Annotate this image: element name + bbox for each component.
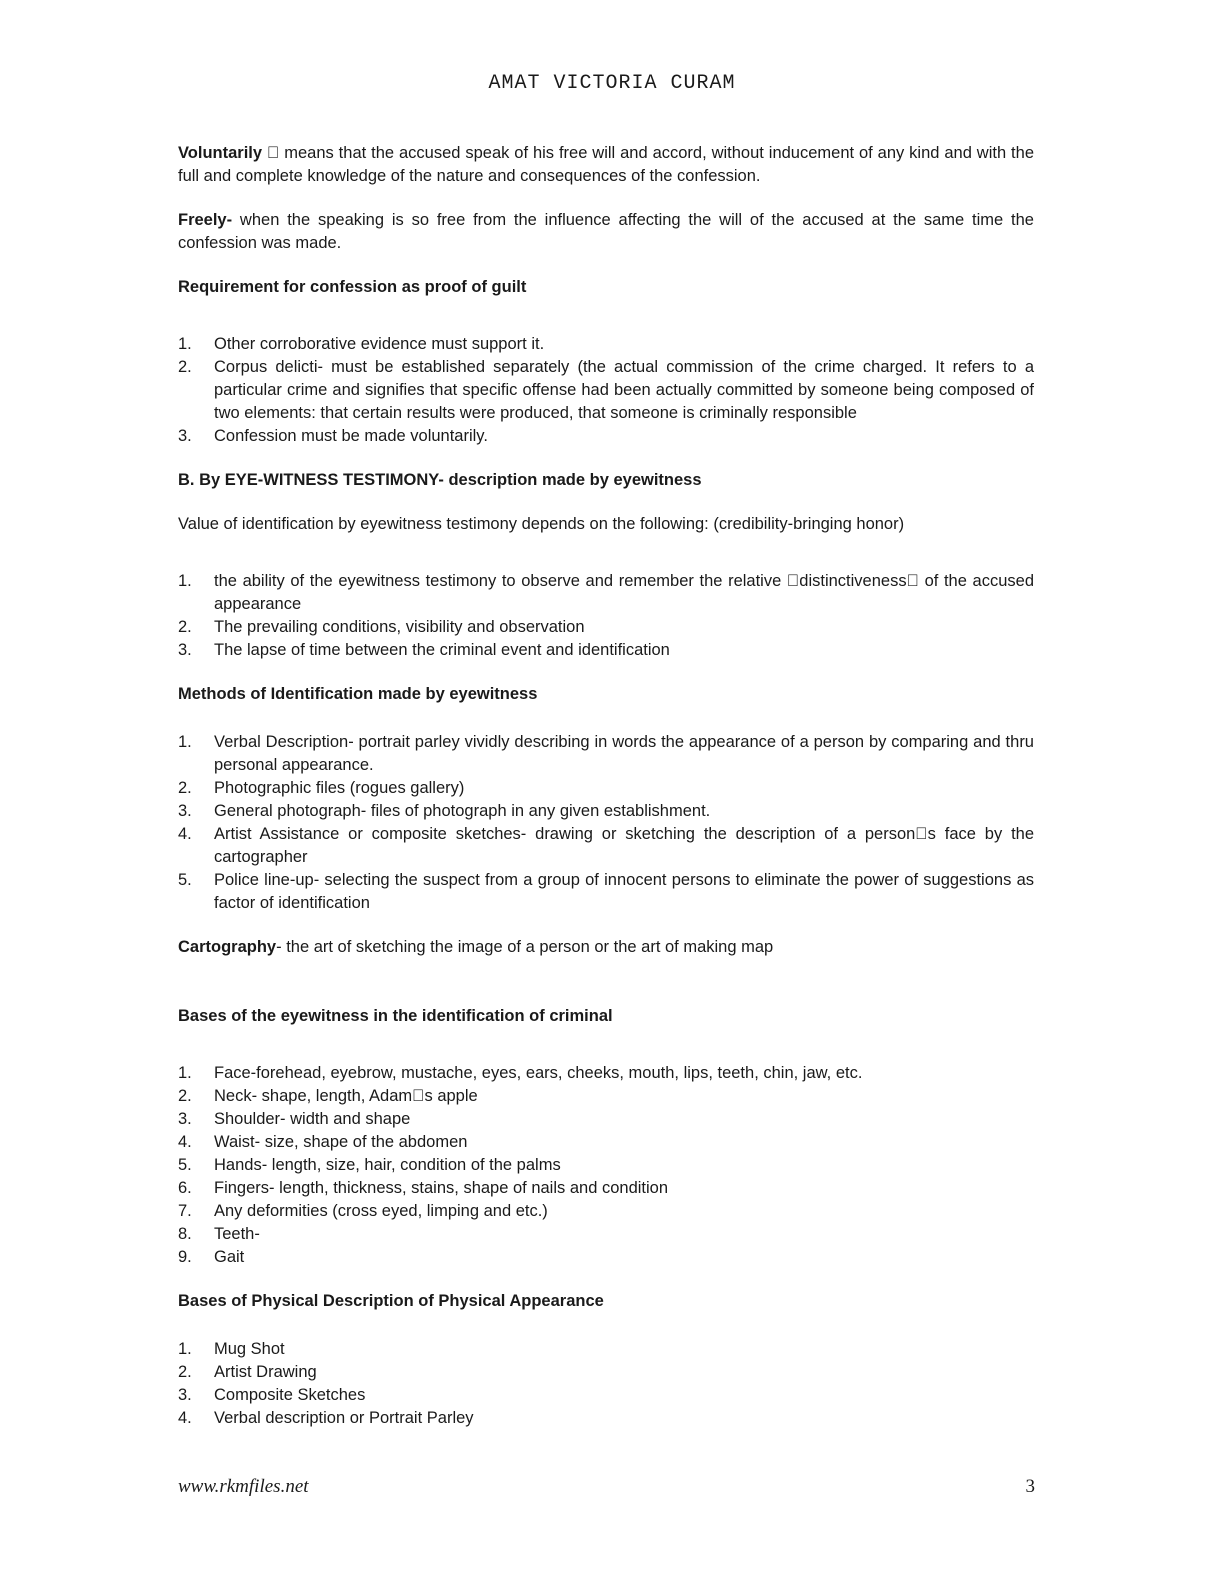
list-item: 6. Fingers- length, thickness, stains, shape of nails and condition — [178, 1179, 669, 1197]
list-item: 2. Artist Drawing — [178, 1363, 317, 1381]
list-item: 2. The prevailing conditions, visibility and observation — [178, 618, 585, 636]
definition-voluntarily-text:   means that the accused speak of his free will and accord, without inducement of any kind and with the full and complete knowledge of the nature and consequences of the confession. — [178, 144, 1034, 185]
document-body — [178, 142, 1034, 1430]
list-item: 4. Waist- size, shape of the abdomen — [178, 1133, 468, 1151]
list-item: 5. Police line-up- selecting the suspect from a group of innocent persons to eliminate the power of suggestions as factor of identification — [178, 871, 1034, 912]
list-item: 1. Face-forehead, eyebrow, mustache, eyes, ears, cheeks, mouth, lips, teeth, chin, jaw, etc. — [178, 1064, 863, 1082]
heading-methods: Methods of Identification made by eyewitness — [178, 685, 538, 703]
list-item: 3. Confession must be made voluntarily. — [178, 427, 488, 445]
footer-website-url: www.rkmfiles.net — [178, 1476, 309, 1497]
list-bases-eyewitness — [178, 1062, 1034, 1269]
term-voluntarily: Voluntarily — [178, 144, 263, 162]
definition-cartography-text: - the art of sketching the image of a person or the art of making map — [276, 938, 774, 956]
list-item: 2. Corpus delicti- must be established separately (the actual commission of the crime charged. It refers to a particular crime and signifies that specific offense had been actually committed by someone being composed of two elements: that certain results were produced, that someone is criminally responsible — [178, 358, 1034, 422]
list-item: 9. Gait — [178, 1248, 245, 1266]
definition-cartography — [178, 936, 1034, 959]
term-cartography: Cartography — [178, 938, 277, 956]
list-item: 5. Hands- length, size, hair, condition of the palms — [178, 1156, 561, 1174]
list-item: 1. Other corroborative evidence must support it. — [178, 335, 545, 353]
list-item: 8. Teeth- — [178, 1225, 260, 1243]
list-item: 3. Shoulder- width and shape — [178, 1110, 411, 1128]
definition-freely-text: when the speaking is so free from the influence affecting the will of the accused at the same time the confession was made. — [178, 211, 1034, 252]
heading-eyewitness-testimony: B. By EYE-WITNESS TESTIMONY- description made by eyewitness — [178, 471, 702, 489]
definition-freely — [178, 209, 1034, 255]
list-requirement — [178, 333, 1034, 448]
list-bases-physical — [178, 1338, 1034, 1430]
eyewitness-intro: Value of identification by eyewitness testimony depends on the following: (credibility-bringing honor) — [178, 515, 905, 533]
heading-bases-physical: Bases of Physical Description of Physical Appearance — [178, 1292, 604, 1310]
page-header-title: AMAT VICTORIA CURAM — [488, 72, 736, 95]
term-freely: Freely- — [178, 211, 233, 229]
list-item: 2. Neck- shape, length, Adam s apple — [178, 1087, 478, 1105]
list-item: 1. Mug Shot — [178, 1340, 285, 1358]
definition-voluntarily — [178, 142, 1034, 188]
list-item: 3. The lapse of time between the criminal event and identification — [178, 641, 670, 659]
list-item: 4. Verbal description or Portrait Parley — [178, 1409, 474, 1427]
list-methods — [178, 731, 1034, 915]
list-eyewitness — [178, 570, 1034, 662]
heading-requirement: Requirement for confession as proof of guilt — [178, 278, 527, 296]
list-item: 2. Photographic files (rogues gallery) — [178, 779, 465, 797]
list-item: 3. Composite Sketches — [178, 1386, 366, 1404]
list-item: 4. Artist Assistance or composite sketches- drawing or sketching the description of a person s face by the cartographer — [178, 825, 1034, 866]
page-number: 3 — [1025, 1476, 1035, 1497]
list-item: 3. General photograph- files of photograph in any given establishment. — [178, 802, 711, 820]
list-item: 1. the ability of the eyewitness testimony to observe and remember the relative  distinctiveness  of the accused appearance — [178, 572, 1034, 613]
heading-bases-eyewitness: Bases of the eyewitness in the identification of criminal — [178, 1007, 613, 1025]
list-item: 7. Any deformities (cross eyed, limping and etc.) — [178, 1202, 548, 1220]
list-item: 1. Verbal Description- portrait parley vividly describing in words the appearance of a person by comparing and thru personal appearance. — [178, 733, 1034, 774]
